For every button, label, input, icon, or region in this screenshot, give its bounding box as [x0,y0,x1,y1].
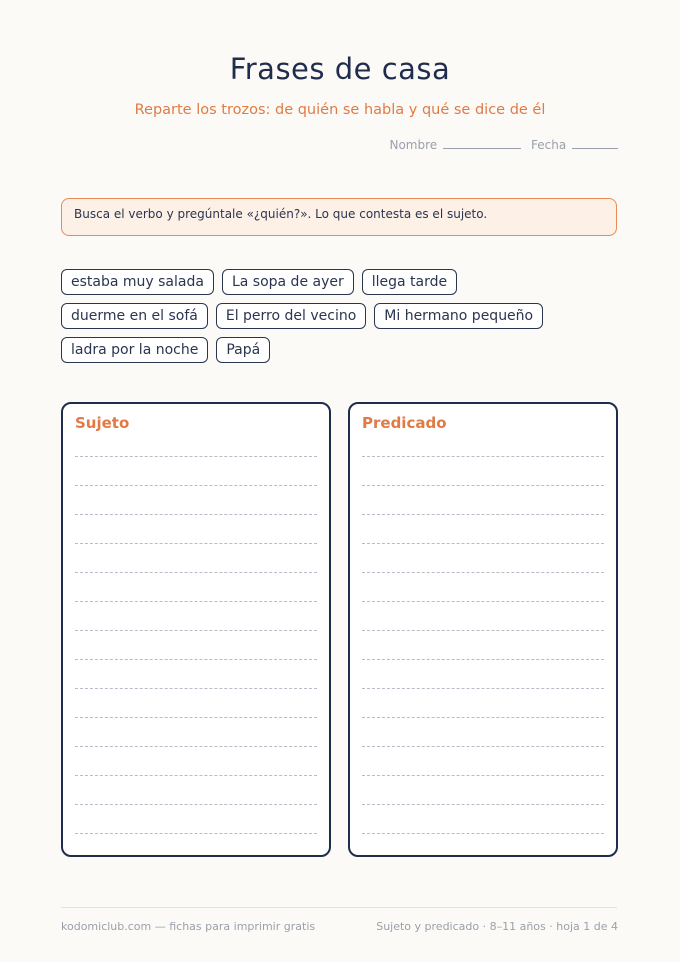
name-date-fields [389,138,618,152]
footer-site: kodomiclub.com — fichas para imprimir gratis [61,920,316,933]
chip-row [61,269,621,295]
writing-line[interactable] [75,572,317,573]
date-blank[interactable] [572,147,618,149]
writing-line[interactable] [75,833,317,834]
date-label: Fecha [530,138,567,152]
writing-line[interactable] [75,514,317,515]
name-label: Nombre [389,138,438,152]
hint-box: Busca el verbo y pregúntale «¿quién?». Lo que contesta es el sujeto. [61,198,617,236]
predicate-heading: Predicado [362,414,447,432]
writing-line[interactable] [75,717,317,718]
writing-line[interactable] [362,688,604,689]
writing-line[interactable] [75,746,317,747]
worksheet-subtitle: Reparte los trozos: de quién se habla y qué se dice de él [134,102,546,118]
chip[interactable]: llega tarde [362,269,457,295]
date-field[interactable] [531,138,618,152]
writing-line[interactable] [362,659,604,660]
writing-line[interactable] [362,572,604,573]
writing-line[interactable] [75,688,317,689]
footer-sheet-info: Sujeto y predicado · 8–11 años · hoja 1 de 4 [376,920,618,933]
writing-line[interactable] [362,456,604,457]
chip[interactable]: duerme en el sofá [61,303,208,329]
writing-line[interactable] [362,746,604,747]
chip[interactable]: Mi hermano pequeño [374,303,543,329]
writing-line[interactable] [75,485,317,486]
predicate-panel[interactable] [348,402,618,857]
name-field[interactable] [389,138,521,152]
chip[interactable]: El perro del vecino [216,303,366,329]
writing-line[interactable] [362,833,604,834]
worksheet-title: Frases de casa [229,52,451,86]
sentence-chips [61,269,621,363]
chip[interactable]: estaba muy salada [61,269,214,295]
writing-line[interactable] [362,543,604,544]
name-blank[interactable] [443,147,521,149]
writing-line[interactable] [75,543,317,544]
writing-line[interactable] [362,485,604,486]
subject-panel[interactable] [61,402,331,857]
writing-line[interactable] [75,601,317,602]
writing-line[interactable] [362,630,604,631]
writing-line[interactable] [75,775,317,776]
writing-line[interactable] [75,456,317,457]
chip[interactable]: Papá [216,337,270,363]
writing-line[interactable] [75,630,317,631]
writing-line[interactable] [362,601,604,602]
writing-line[interactable] [75,804,317,805]
writing-line[interactable] [362,514,604,515]
chip[interactable]: La sopa de ayer [222,269,354,295]
chip-row [61,337,621,363]
subject-heading: Sujeto [75,414,130,432]
footer-divider [61,907,617,908]
chip[interactable]: ladra por la noche [61,337,208,363]
chip-row [61,303,621,329]
writing-line[interactable] [362,804,604,805]
writing-line[interactable] [75,659,317,660]
writing-line[interactable] [362,717,604,718]
writing-line[interactable] [362,775,604,776]
